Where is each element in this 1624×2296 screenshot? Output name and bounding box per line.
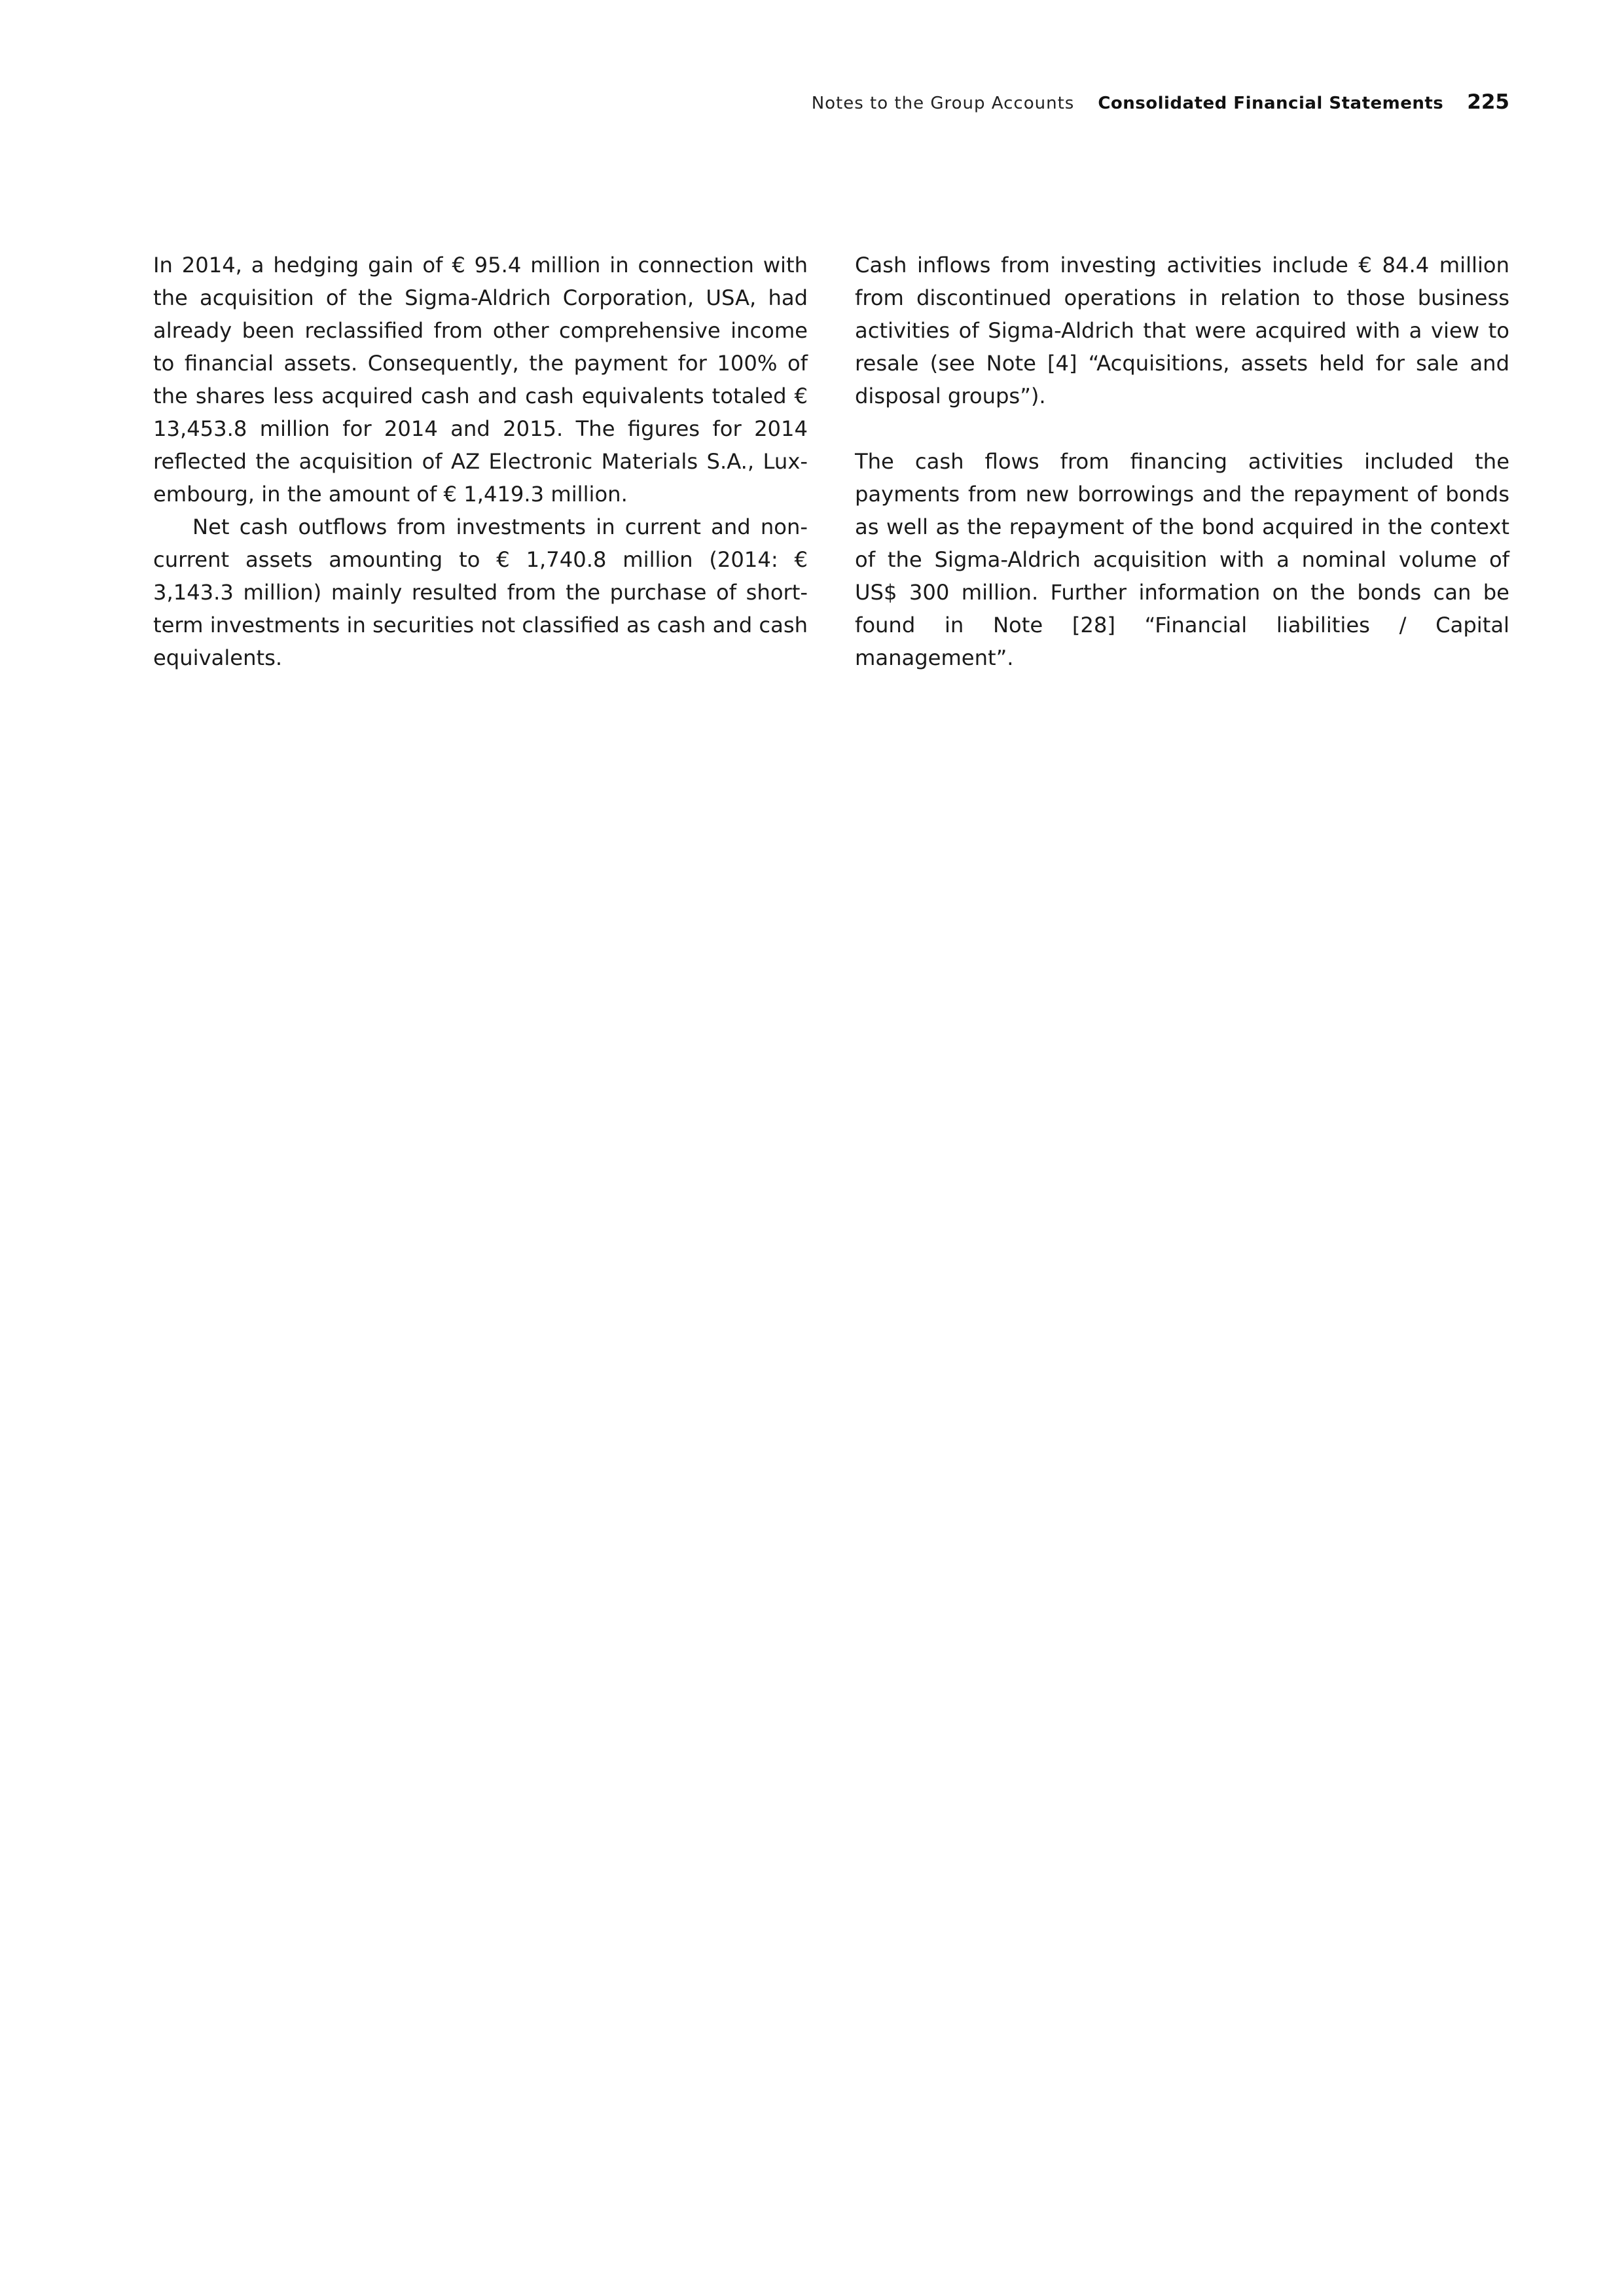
paragraph-net-cash-outflows: Net cash outflows from investments in current and noncurrent assets amounting to € 1,740.8 million (2014: € 3,143.3 million) mainly resulted from the purchase of short-term investments in securities not classified as cash and cash equivalents.: [153, 514, 808, 670]
paragraph-cash-inflows-investing: Cash inflows from investing activities include € 84.4 million from discontinued operations in relation to those business activities of Sigma-Aldrich that were acquired with a view to resale (see Note [4] “Acquisitions, assets held for sale and disposal groups”).: [855, 253, 1509, 408]
page-number: 225: [1467, 90, 1509, 114]
paragraph-hedging-gain: In 2014, a hedging gain of € 95.4 million in connection with the acquisition of the Sigma-Aldrich Corporation, USA, had already been reclassified from other comprehensive income to financial assets. Consequently, the payment for 100% of the shares less acquired cash and cash equivalents totaled € 13,453.8 million for 2014 and 2015. The figures for 2014 reflected the acquisition of AZ Electronic Materials S.A., Luxembourg, in the amount of € 1,419.3 million.: [153, 253, 808, 507]
header-section-title: Notes to the Group Accounts: [811, 94, 1075, 113]
header-chapter-title: Consolidated Financial Statements: [1098, 94, 1444, 113]
left-column: [153, 249, 808, 674]
body-columns: [153, 249, 1509, 674]
right-column: [855, 249, 1509, 674]
running-header: [812, 90, 1509, 114]
paragraph-financing-activities: The cash flows from financing activities included the payments from new borrowings and the repayment of bonds as well as the repayment of the bond acquired in the context of the Sigma-Aldrich acquisition with a nominal volume of US$ 300 million. Further information on the bonds can be found in Note [28] “Financial liabilities / Capital management”.: [855, 449, 1509, 670]
